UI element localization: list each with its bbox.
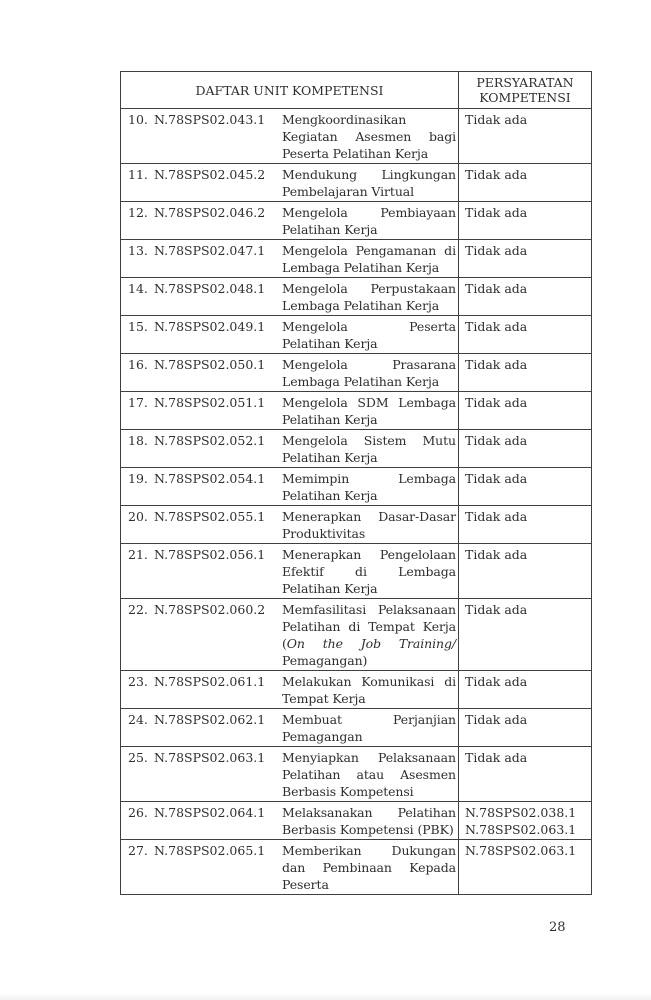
unit-row-layout [121,111,458,162]
requirement-cell [459,599,592,671]
requirement-cell [459,354,592,392]
unit-cell [121,544,459,599]
unit-description [282,242,458,276]
row-number: 22. [128,602,148,617]
description-segment: Mengelola Perpustakaan Lembaga Pelatihan Kerja [282,281,456,313]
requirement-line: Tidak ada [465,243,528,258]
table-body [121,109,592,895]
row-number: 19. [128,471,148,486]
requirement-cell [459,109,592,164]
table-row [121,354,592,392]
unit-cell [121,671,459,709]
row-number: 20. [128,509,148,524]
unit-code: N.78SPS02.050.1 [154,357,266,372]
unit-description [282,711,458,745]
table-row [121,316,592,354]
requirement-cell [459,840,592,895]
unit-row-layout [121,711,458,745]
description-segment: Mengelola Pengamanan di Lembaga Pelatihan Kerja [282,243,456,275]
unit-row-layout [121,842,458,893]
unit-row-layout [121,601,458,669]
unit-row-layout [121,204,458,238]
requirement-line: Tidak ada [465,319,528,334]
unit-cell [121,747,459,802]
description-segment: Melakukan Komunikasi di Tempat Kerja [282,674,456,706]
unit-row-layout [121,508,458,542]
requirement-line: Tidak ada [465,471,528,486]
requirement-cell [459,164,592,202]
unit-row-layout [121,546,458,597]
description-segment: Mengelola Prasarana Lembaga Pelatihan Kerja [282,357,456,389]
description-segment: Memimpin Lembaga Pelatihan Kerja [282,471,456,503]
unit-cell [121,316,459,354]
requirement-line: Tidak ada [465,357,528,372]
unit-cell [121,468,459,506]
unit-code: N.78SPS02.046.2 [154,205,266,220]
requirement-line: Tidak ada [465,433,528,448]
description-segment: Mendukung Lingkungan Pembelajaran Virtual [282,167,456,199]
unit-code: N.78SPS02.063.1 [154,750,266,765]
table-row [121,109,592,164]
unit-row-layout [121,673,458,707]
row-number: 13. [128,243,148,258]
unit-description [282,508,458,542]
unit-cell [121,202,459,240]
requirement-cell [459,544,592,599]
unit-code: N.78SPS02.048.1 [154,281,266,296]
table-row [121,392,592,430]
unit-description [282,432,458,466]
requirement-line: Tidak ada [465,395,528,410]
row-number: 21. [128,547,148,562]
description-segment: Menerapkan Pengelolaan Efektif di Lembaga Pelatihan Kerja [282,547,456,596]
table-row [121,671,592,709]
row-number: 15. [128,319,148,334]
unit-description [282,356,458,390]
unit-code: N.78SPS02.051.1 [154,395,266,410]
table-row [121,709,592,747]
description-segment: Membuat Perjanjian Pemagangan [282,712,456,744]
unit-row-layout [121,749,458,800]
unit-cell [121,802,459,840]
requirement-line: Tidak ada [465,602,528,617]
unit-code: N.78SPS02.045.2 [154,167,266,182]
scan-artifact [0,993,651,1000]
row-number: 17. [128,395,148,410]
unit-cell [121,278,459,316]
description-segment: Mengelola Peserta Pelatihan Kerja [282,319,456,351]
requirement-cell [459,468,592,506]
unit-cell [121,392,459,430]
unit-code: N.78SPS02.054.1 [154,471,266,486]
description-segment: Melaksanakan Pelatihan Berbasis Kompetensi (PBK) [282,805,456,837]
requirement-cell [459,747,592,802]
unit-description [282,280,458,314]
description-segment: Menyiapkan Pelaksanaan Pelatihan atau Asesmen Berbasis Kompetensi [282,750,456,799]
unit-cell [121,599,459,671]
row-number: 10. [128,112,148,127]
unit-cell [121,354,459,392]
requirement-line: Tidak ada [465,112,528,127]
row-number: 26. [128,805,148,820]
competency-table [120,71,592,895]
unit-cell [121,164,459,202]
description-segment: Mengelola SDM Lembaga Pelatihan Kerja [282,395,456,427]
header-row [121,72,592,109]
unit-code: N.78SPS02.060.2 [154,602,266,617]
unit-code: N.78SPS02.049.1 [154,319,266,334]
row-number: 16. [128,357,148,372]
unit-row-layout [121,242,458,276]
unit-code: N.78SPS02.043.1 [154,112,266,127]
unit-description [282,204,458,238]
description-segment: Memberikan Dukungan dan Pembinaan Kepada Peserta [282,843,456,892]
requirement-cell [459,671,592,709]
unit-description [282,546,458,597]
table-row [121,164,592,202]
unit-description [282,318,458,352]
requirement-line: Tidak ada [465,750,528,765]
unit-description [282,394,458,428]
unit-code: N.78SPS02.061.1 [154,674,266,689]
requirement-cell [459,392,592,430]
table-row [121,202,592,240]
unit-code: N.78SPS02.064.1 [154,805,266,820]
requirement-cell [459,506,592,544]
header-daftar-unit-kompetensi: DAFTAR UNIT KOMPETENSI [121,72,459,109]
table-row [121,468,592,506]
page-number: 28 [549,920,566,935]
unit-description [282,166,458,200]
unit-description [282,749,458,800]
requirement-cell [459,709,592,747]
unit-description [282,601,458,669]
unit-description [282,470,458,504]
description-segment: Pemagangan) [282,653,368,668]
row-number: 12. [128,205,148,220]
requirement-line: Tidak ada [465,281,528,296]
row-number: 18. [128,433,148,448]
table-header [121,72,592,109]
unit-description [282,804,458,838]
requirement-cell [459,316,592,354]
row-number: 24. [128,712,148,727]
requirement-line: N.78SPS02.063.1 [465,843,577,858]
requirement-line: N.78SPS02.063.1 [465,822,577,837]
row-number: 11. [128,167,148,182]
row-number: 23. [128,674,148,689]
unit-code: N.78SPS02.055.1 [154,509,266,524]
unit-code: N.78SPS02.052.1 [154,433,266,448]
table-row [121,240,592,278]
unit-row-layout [121,394,458,428]
description-segment: Mengkoordinasikan Kegiatan Asesmen bagi Peserta Pelatihan Kerja [282,112,456,161]
unit-code: N.78SPS02.056.1 [154,547,266,562]
requirement-line: Tidak ada [465,547,528,562]
unit-row-layout [121,166,458,200]
unit-code: N.78SPS02.047.1 [154,243,266,258]
unit-row-layout [121,280,458,314]
requirement-line: Tidak ada [465,205,528,220]
description-segment: Memfasilitasi Pelaksanaan Pelatihan di Tempat Kerja ( [282,602,456,651]
unit-cell [121,840,459,895]
table-row [121,802,592,840]
requirement-cell [459,202,592,240]
unit-cell [121,709,459,747]
unit-description [282,673,458,707]
unit-cell [121,430,459,468]
requirement-cell [459,802,592,840]
unit-cell [121,506,459,544]
description-segment: Mengelola Pembiayaan Pelatihan Kerja [282,205,456,237]
requirement-line: Tidak ada [465,674,528,689]
description-segment: Mengelola Sistem Mutu Pelatihan Kerja [282,433,456,465]
table-row [121,430,592,468]
table-row [121,747,592,802]
requirement-line: N.78SPS02.038.1 [465,805,577,820]
header-persyaratan-kompetensi: PERSYARATAN KOMPETENSI [459,72,592,109]
requirement-cell [459,278,592,316]
requirement-cell [459,240,592,278]
requirement-line: Tidak ada [465,167,528,182]
description-segment: Menerapkan Dasar-Dasar Produktivitas [282,509,456,541]
unit-row-layout [121,470,458,504]
table-row [121,599,592,671]
row-number: 27. [128,843,148,858]
unit-row-layout [121,356,458,390]
table-row [121,278,592,316]
requirement-line: Tidak ada [465,712,528,727]
row-number: 14. [128,281,148,296]
unit-cell [121,109,459,164]
unit-code: N.78SPS02.065.1 [154,843,266,858]
row-number: 25. [128,750,148,765]
unit-description [282,111,458,162]
unit-cell [121,240,459,278]
description-italic-segment: On the Job Training/ [286,636,456,651]
table-row [121,506,592,544]
requirement-line: Tidak ada [465,509,528,524]
table-row [121,840,592,895]
unit-description [282,842,458,893]
requirement-cell [459,430,592,468]
unit-code: N.78SPS02.062.1 [154,712,266,727]
unit-row-layout [121,804,458,838]
table-row [121,544,592,599]
unit-row-layout [121,432,458,466]
unit-row-layout [121,318,458,352]
